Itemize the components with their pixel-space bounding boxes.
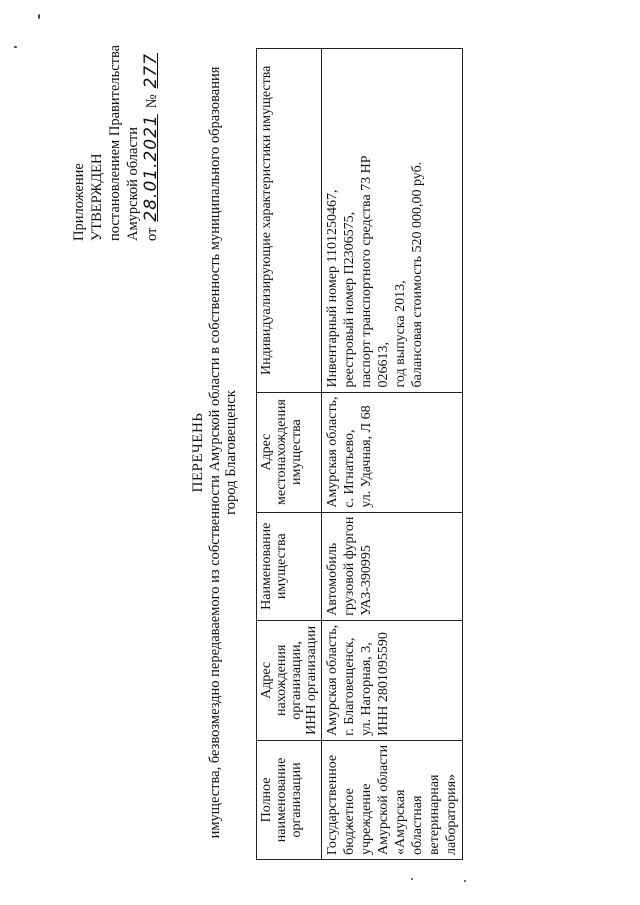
cell-text: «Амурская (393, 789, 408, 855)
cell-org-address (322, 620, 463, 740)
cell-text: Автомобиль (325, 542, 340, 616)
cell-property-location (322, 392, 463, 512)
cell-text: Инвентарный номер 1101250467, (325, 189, 340, 388)
cell-text: ул. Нагорная, 3, (359, 642, 374, 736)
cell-text: Государственное (325, 754, 340, 855)
property-table (256, 48, 463, 860)
cell-text: Амурской области (376, 744, 391, 855)
header-text: имущества (289, 419, 304, 485)
header-text: наименование (274, 757, 289, 843)
scan-speck (38, 14, 40, 19)
header-org-address (257, 620, 322, 740)
document-title (190, 40, 239, 865)
cell-text: бюджетное (342, 788, 357, 855)
scan-speck (464, 880, 466, 882)
number-prefix: № (144, 94, 160, 109)
cell-text: ул. Удачная, Л 68 (359, 405, 374, 508)
cell-text: Амурская область, (325, 624, 340, 736)
header-text: организации (304, 625, 319, 702)
cell-text: УАЗ-390995 (359, 545, 374, 616)
cell-text: ИНН 2801095590 (376, 632, 391, 736)
scan-speck (411, 878, 413, 880)
handwritten-number: 277 (141, 52, 161, 89)
cell-text: учреждение (359, 783, 374, 855)
cell-org-name (322, 740, 463, 859)
cell-text: Амурская область, (325, 396, 340, 508)
cell-text: балансовая стоимость 520 000,00 руб. (410, 161, 425, 388)
document-heading: ПЕРЕЧЕНЬ (190, 412, 206, 493)
document-subtitle-line1: имущества, безвозмездно передаваемого из собственности Амурской области в собственность муниципального образования (207, 66, 223, 839)
appendix-label: Приложение (71, 163, 87, 241)
header-text: местонахождения (274, 399, 289, 506)
cell-property-name (322, 512, 463, 620)
header-text: Адрес нахождения (259, 644, 289, 716)
header-text: характеристики имущества (259, 65, 274, 229)
table-row (322, 49, 463, 860)
resolution-label: постановлением Правительства (107, 44, 123, 241)
approved-label: УТВЕРЖДЕН (89, 153, 105, 241)
cell-text: реестровый номер П2306575, (342, 211, 357, 388)
cell-text: с. Игнатьево, (342, 429, 357, 508)
cell-text: лаборатория» (444, 773, 459, 855)
header-text: имущества (274, 533, 289, 600)
cell-text: ветеринарная (427, 774, 442, 855)
header-text: организации, ИНН (289, 641, 319, 735)
document-subtitle-line2: город Благовещенск (223, 390, 239, 515)
header-text: организации (289, 762, 304, 838)
cell-property-characteristics (322, 49, 463, 393)
region-label: Амурской области (125, 127, 141, 241)
header-text: Полное (259, 777, 274, 823)
table-header-row (257, 49, 322, 860)
cell-text: 026613, (376, 342, 391, 388)
cell-text: г. Благовещенск, (342, 637, 357, 736)
handwritten-date: 28.01.2021 (141, 114, 161, 222)
date-prefix: от (144, 227, 160, 241)
cell-text: паспорт транспортного средства 73 НР (359, 155, 374, 388)
header-text: Адрес (259, 433, 274, 471)
approval-block (70, 45, 161, 241)
cell-text: грузовой фургон (342, 516, 357, 616)
header-text: Индивидуализирующие (259, 232, 274, 375)
header-property-location (257, 392, 322, 512)
cell-text: год выпуска 2013, (393, 280, 408, 388)
header-text: Наименование (259, 522, 274, 610)
header-property-characteristics (257, 49, 322, 393)
date-number-line (142, 45, 161, 241)
header-org-name (257, 740, 322, 859)
cell-text: областная (410, 795, 425, 855)
scan-speck (14, 46, 17, 48)
header-property-name (257, 512, 322, 620)
